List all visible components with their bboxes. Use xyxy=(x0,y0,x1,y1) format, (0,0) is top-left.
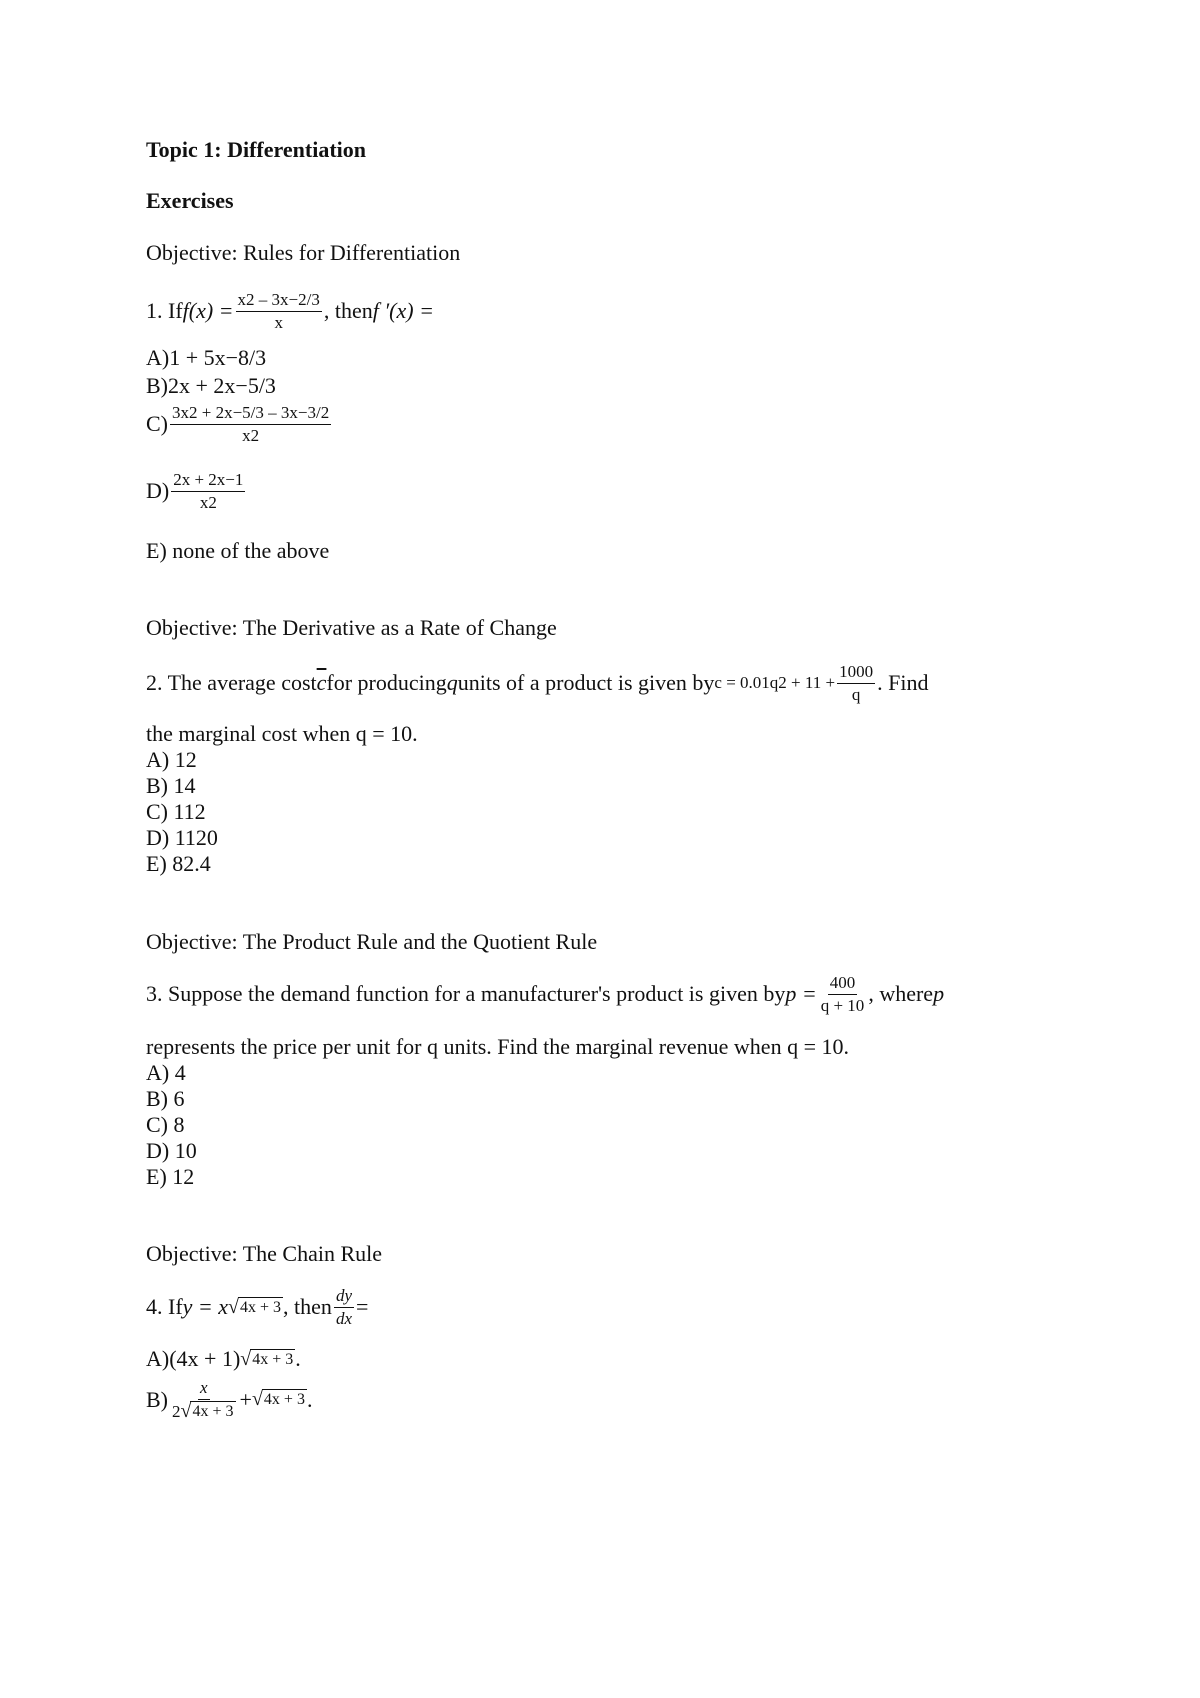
topic-heading: Topic 1: Differentiation xyxy=(146,137,366,162)
q4-dy: dy xyxy=(334,1286,354,1308)
q2-option-b: B) 14 xyxy=(146,773,196,798)
q4-option-a xyxy=(146,1346,301,1372)
q2-denominator: q xyxy=(851,684,861,704)
q1-question xyxy=(146,290,434,332)
q1-objective: Objective: Rules for Differentiation xyxy=(146,240,461,265)
q1-option-c xyxy=(146,403,333,445)
q1-option-c-fraction xyxy=(170,403,331,445)
q3-option-b: B) 6 xyxy=(146,1086,185,1111)
q4-question xyxy=(146,1286,368,1328)
q4-option-b-sqrt-arg: 4x + 3 xyxy=(263,1391,305,1409)
q3-option-a: A) 4 xyxy=(146,1060,186,1085)
radical-icon: √ xyxy=(228,1295,240,1318)
q4-derivative xyxy=(334,1286,354,1328)
q2-option-e: E) 82.4 xyxy=(146,851,211,876)
q2-question xyxy=(146,662,928,704)
q2-q: q xyxy=(446,670,458,696)
q1-fraction xyxy=(236,290,322,332)
q1-option-d-label: D) xyxy=(146,478,170,504)
q3-text-a: 3. Suppose the demand function for a manufacturer's product is given by xyxy=(146,981,786,1007)
q2-line2: the marginal cost when q = 10. xyxy=(146,721,418,746)
q1-fprime: f ′(x) = xyxy=(372,298,434,324)
q4-then: , then xyxy=(283,1294,332,1320)
q4-objective: Objective: The Chain Rule xyxy=(146,1241,383,1266)
q4-sqrt xyxy=(228,1297,283,1317)
q4-equals: = xyxy=(355,1294,369,1320)
radical-icon: √ xyxy=(180,1399,192,1422)
q1-option-a-label: A) xyxy=(146,345,170,370)
q3-p-equation: p = xyxy=(785,981,817,1007)
q1-option-a-value: 1 + 5x−8/3 xyxy=(169,345,267,370)
q2-option-a: A) 12 xyxy=(146,747,197,772)
q4-text-a: 4. If xyxy=(146,1294,183,1320)
q2-option-c: C) 112 xyxy=(146,799,206,824)
q3-question xyxy=(146,973,944,1015)
q4-option-b-plus: + xyxy=(239,1386,252,1412)
q2-equation: c = 0.01q2 + 11 + xyxy=(714,673,836,693)
q4-option-b xyxy=(146,1378,312,1421)
q2-objective: Objective: The Derivative as a Rate of Change xyxy=(146,615,557,640)
q2-text-c: units of a product is given by xyxy=(457,670,715,696)
q3-option-e: E) 12 xyxy=(146,1164,195,1189)
q4-option-a-period: . xyxy=(295,1346,301,1371)
q3-numerator: 400 xyxy=(828,973,858,995)
q4-option-b-numerator: x xyxy=(198,1378,210,1400)
q3-fraction xyxy=(819,973,867,1015)
q1-option-a xyxy=(146,345,266,371)
q2-fraction xyxy=(837,662,875,704)
q4-option-b-period: . xyxy=(306,1386,313,1412)
q1-fx: f(x) = xyxy=(182,298,234,324)
q3-text-b: , where xyxy=(868,981,934,1007)
q4-option-b-den-arg: 4x + 3 xyxy=(192,1402,234,1420)
q1-option-b xyxy=(146,373,276,399)
q1-then: , then xyxy=(323,298,373,324)
q1-option-c-label: C) xyxy=(146,411,168,437)
q2-text-a: 2. The average cost xyxy=(146,670,317,696)
exercises-heading: Exercises xyxy=(146,188,234,213)
q4-option-b-fraction xyxy=(170,1378,238,1421)
radical-icon: √ xyxy=(240,1347,252,1370)
q1-number: 1. If xyxy=(146,298,183,324)
q4-option-b-denominator xyxy=(170,1400,238,1422)
q4-option-b-den-sqrt xyxy=(181,1401,236,1421)
q1-option-b-label: B) xyxy=(146,373,168,398)
q1-option-d xyxy=(146,470,247,512)
q1-numerator: x2 – 3x−2/3 xyxy=(236,290,322,312)
q2-text-d: . Find xyxy=(877,670,929,696)
q1-option-d-denominator: x2 xyxy=(199,492,217,512)
q4-option-a-label: A) xyxy=(146,1346,170,1371)
q1-option-c-denominator: x2 xyxy=(242,425,260,445)
q4-option-a-sqrt xyxy=(240,1349,295,1369)
q4-sqrt-arg: 4x + 3 xyxy=(240,1298,282,1316)
q1-option-c-numerator: 3x2 + 2x−5/3 – 3x−3/2 xyxy=(170,403,331,425)
radical-icon: √ xyxy=(251,1388,263,1411)
q3-denominator: q + 10 xyxy=(820,995,865,1015)
q4-dx: dx xyxy=(335,1308,352,1328)
q3-objective: Objective: The Product Rule and the Quotient Rule xyxy=(146,929,598,954)
q1-option-b-value: 2x + 2x−5/3 xyxy=(168,373,276,398)
q4-option-b-sqrt xyxy=(252,1389,307,1409)
q1-denominator: x xyxy=(274,312,283,332)
q2-cbar: $\overline{c}$ xyxy=(316,670,327,696)
q4-option-b-label: B) xyxy=(146,1386,168,1412)
q4-option-a-factor: (4x + 1) xyxy=(169,1346,241,1371)
q2-numerator: 1000 xyxy=(837,662,875,684)
q3-line2: represents the price per unit for q units. Find the marginal revenue when q = 10. xyxy=(146,1034,849,1059)
q1-option-d-fraction xyxy=(171,470,245,512)
q3-option-c: C) 8 xyxy=(146,1112,185,1137)
q4-y-equation: y = x xyxy=(182,1294,229,1320)
q1-option-d-numerator: 2x + 2x−1 xyxy=(171,470,245,492)
q4-option-a-sqrt-arg: 4x + 3 xyxy=(252,1350,294,1368)
q3-p: p xyxy=(933,981,945,1007)
q4-option-b-den-coef: 2 xyxy=(172,1401,181,1421)
q2-option-d: D) 1120 xyxy=(146,825,218,850)
q2-text-b: for producing xyxy=(326,670,447,696)
q1-option-e: E) none of the above xyxy=(146,538,330,563)
q3-option-d: D) 10 xyxy=(146,1138,197,1163)
